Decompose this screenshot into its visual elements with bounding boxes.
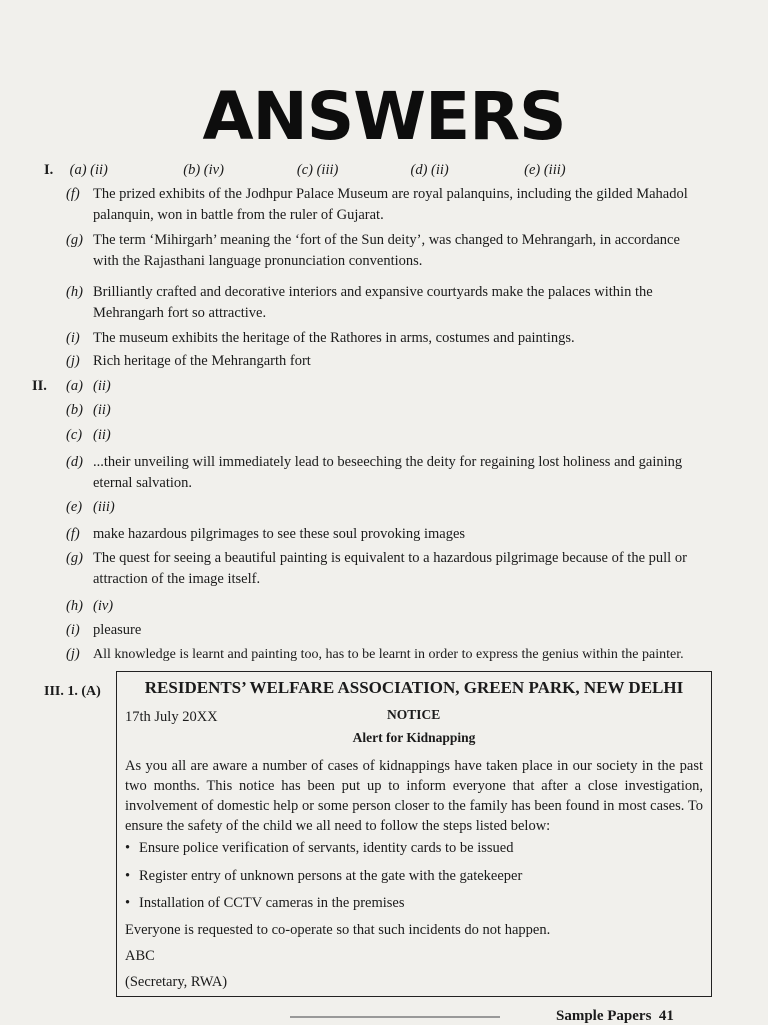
answer-label: (b) xyxy=(66,402,83,418)
notice-box xyxy=(116,671,712,997)
answer-label: (h) xyxy=(66,598,83,614)
notice-title: RESIDENTS’ WELFARE ASSOCIATION, GREEN PARK, NEW DELHI xyxy=(144,678,684,697)
answer-label: (g) xyxy=(66,550,83,566)
notice-signatory: ABC xyxy=(125,948,155,964)
notice-designation: (Secretary, RWA) xyxy=(125,974,228,990)
mcq-d: (d) (ii) xyxy=(410,162,449,178)
answer-text: (ii) xyxy=(93,378,111,394)
notice-label: NOTICE xyxy=(387,707,441,722)
footer-text: Sample Papers xyxy=(556,1008,652,1024)
answer-text: The prized exhibits of the Jodhpur Palace Museum are royal palanquins, including the gilded Mahadol palanquin, won in battle from the ruler of Gujarat. xyxy=(93,186,688,223)
answer-label: (c) xyxy=(66,427,83,443)
answer-text: The quest for seeing a beautiful painting is equivalent to a hazardous pilgrimage because of the pull or attraction of the image itself. xyxy=(93,550,687,587)
page-number: 41 xyxy=(658,1008,674,1024)
answer-text: The term ‘Mihirgarh’ meaning the ‘fort of the Sun deity’, was changed to Mehrangarh, in accordance with the Rajasthani language pronunciation conventions. xyxy=(93,232,680,269)
answer-label: (e) xyxy=(66,499,83,515)
mcq-a: (a) (ii) xyxy=(69,162,108,178)
answer-label: (j) xyxy=(66,646,80,662)
page-title: ANSWERS xyxy=(202,78,566,155)
notice-subject: Alert for Kidnapping xyxy=(352,730,476,745)
answer-text: (iv) xyxy=(93,598,114,614)
notice-bullet: • Ensure police verification of servants, identity cards to be issued xyxy=(125,840,514,856)
notice-closing: Everyone is requested to co-operate so that such incidents do not happen. xyxy=(125,922,551,938)
answer-text: (ii) xyxy=(93,402,111,418)
answer-label: (i) xyxy=(66,330,80,346)
notice-bullet: • Register entry of unknown persons at the gate with the gatekeeper xyxy=(125,868,523,884)
notice-date: 17th July 20XX xyxy=(125,709,218,725)
notice-body: As you all are aware a number of cases of kidnappings have taken place in our society in the past two months. This notice has been put up to inform everyone that after a close investigation, involvement of domestic help or some person closer to the family has been found in most cases. To ensure the safety of the child we all need to follow the steps listed below: xyxy=(125,758,703,834)
answer-label: (h) xyxy=(66,284,83,300)
answer-text: (iii) xyxy=(93,499,115,515)
answer-text: Rich heritage of the Mehrangarth fort xyxy=(93,353,311,369)
answer-label: (f) xyxy=(66,186,80,202)
notice-bullet: • Installation of CCTV cameras in the premises xyxy=(125,895,405,911)
mcq-b: (b) (iv) xyxy=(183,162,224,178)
footer-divider xyxy=(290,1016,500,1018)
bullet-dot-icon: • xyxy=(125,868,131,884)
mcq-e: (e) (iii) xyxy=(524,162,566,178)
section2-label: II. xyxy=(32,378,47,394)
answer-label: (f) xyxy=(66,526,80,542)
answer-text: pleasure xyxy=(93,622,142,638)
mcq-c: (c) (iii) xyxy=(296,162,339,178)
answer-text: make hazardous pilgrimages to see these soul provoking images xyxy=(93,526,466,542)
section3-label: III. 1. (A) xyxy=(44,684,101,699)
section1-mcq-row xyxy=(44,160,634,181)
answer-label: (a) xyxy=(66,378,83,394)
section1-label: I. xyxy=(44,162,54,178)
bullet-dot-icon: • xyxy=(125,840,131,856)
answer-label: (j) xyxy=(66,353,80,369)
answer-label: (g) xyxy=(66,232,83,248)
answer-text: (ii) xyxy=(93,427,111,443)
footer xyxy=(556,1008,674,1025)
answer-text: Brilliantly crafted and decorative interiors and expansive courtyards make the palaces within the Mehrangarh fort so attractive. xyxy=(93,284,653,321)
answer-text: ...their unveiling will immediately lead to beseeching the deity for regaining lost holiness and gaining eternal salvation. xyxy=(93,454,683,491)
answer-label: (d) xyxy=(66,454,83,470)
bullet-dot-icon: • xyxy=(125,895,131,911)
answer-label: (i) xyxy=(66,622,80,638)
answer-text: All knowledge is learnt and painting too, has to be learnt in order to express the genius within the painter. xyxy=(93,647,684,662)
answer-text: The museum exhibits the heritage of the Rathores in arms, costumes and paintings. xyxy=(93,330,575,346)
